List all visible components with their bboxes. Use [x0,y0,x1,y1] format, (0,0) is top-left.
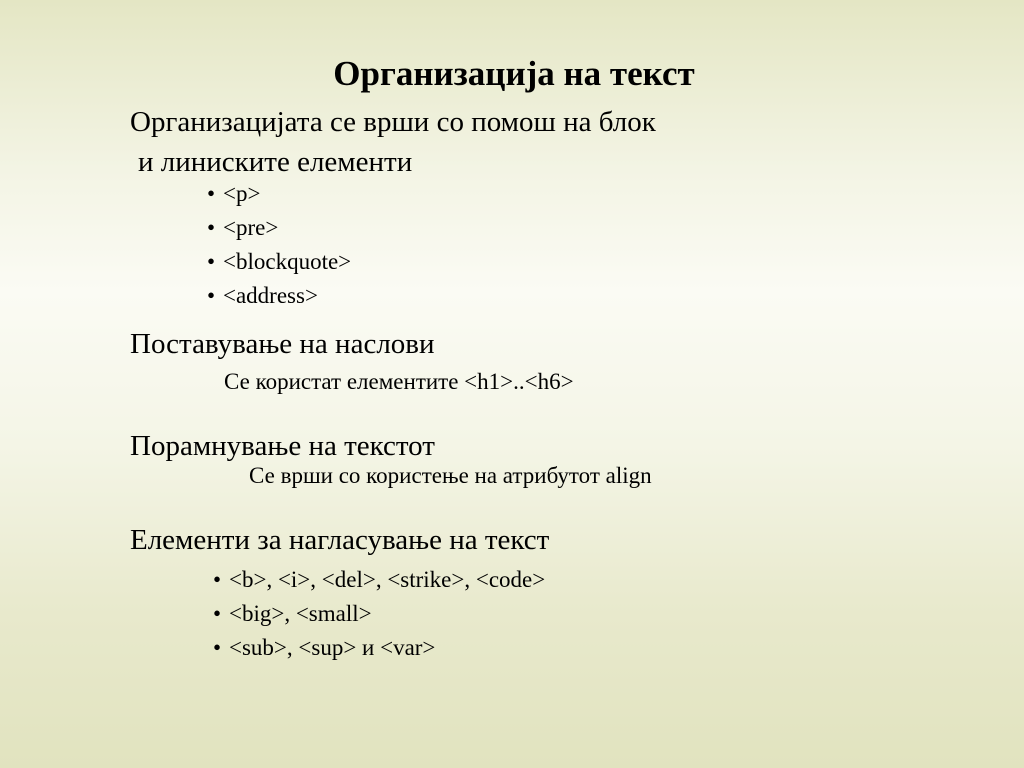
list-item: • <p> [207,181,261,206]
list-item: • <b>, <i>, <del>, <strike>, <code> [213,567,546,592]
bullet-icon: • [213,601,222,626]
headings-text: Се користат елементите <h1>..<h6> [224,369,574,394]
slide-title: Организација на текст [333,54,695,93]
bullet-icon: • [213,635,222,660]
list-item: • <blockquote> [207,249,352,274]
list-item: • <pre> [207,215,279,240]
intro-line-1: Организацијата се врши со помош на блок [130,106,656,138]
align-text: Се врши со користење на атрибутот align [249,463,652,488]
align-title: Порамнување на текстот [130,430,435,462]
intro-line-2: и линиските елементи [138,146,413,178]
bullet-icon: • [207,249,216,274]
bullet-icon: • [207,215,216,240]
bullet-icon: • [207,181,216,206]
emphasis-title: Елементи за нагласување на текст [130,524,550,556]
bullet-icon: • [213,567,222,592]
list-item: • <sub>, <sup> и <var> [213,635,436,660]
bullet-icon: • [207,283,216,308]
headings-title: Поставување на наслови [130,328,435,360]
list-item: • <address> [207,283,318,308]
list-item: • <big>, <small> [213,601,372,626]
